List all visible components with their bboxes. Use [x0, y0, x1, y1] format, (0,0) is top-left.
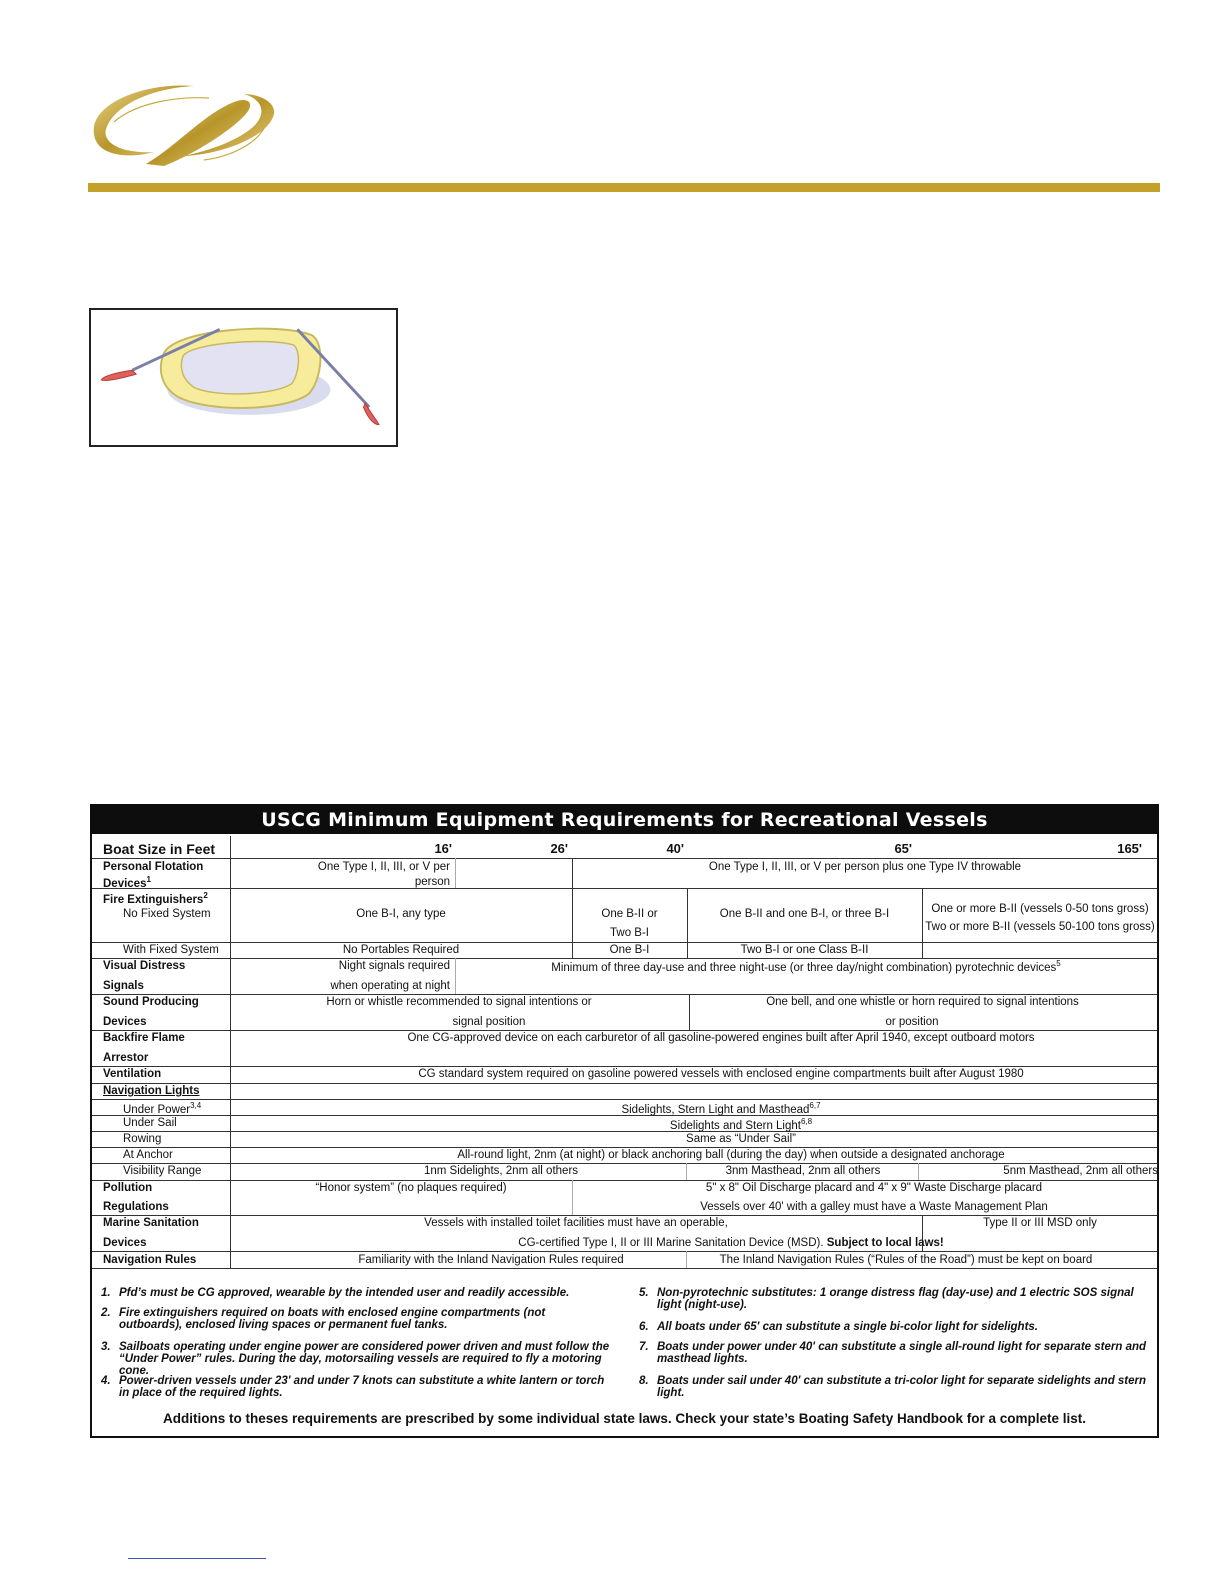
footnote-6: 6. All boats under 65' can substitute a single bi-color light for sidelights.	[639, 1321, 1039, 1333]
footnote-3: 3. Sailboats operating under engine power are considered power driven and must follow the “Under Power” rules. During the day, motorsailing vessels are required to fly a motoring cone.	[101, 1341, 610, 1377]
pfd-label: Personal Flotation	[103, 861, 204, 873]
sanitation-label: Marine Sanitation	[103, 1217, 199, 1229]
fire-nf-2a: One B-II or	[601, 908, 658, 920]
visual-label: Visual Distress	[103, 960, 186, 972]
state-law-note: Additions to theses requirements are prescribed by some individual state laws. Check your state’s Boating Safety Handbook for a complete list.	[163, 1411, 1086, 1426]
gold-divider	[88, 183, 1160, 192]
boat-size-label: Boat Size in Feet	[103, 841, 216, 857]
pollution-c2a: 5" x 8" Oil Discharge placard and 4" x 9" Waste Discharge placard	[705, 1182, 1043, 1194]
pfd-cell-1b: person	[414, 876, 450, 888]
visual-label-2: Signals	[103, 980, 144, 992]
under-sail-label: Under Sail	[123, 1117, 177, 1129]
inflatable-raft-illustration	[91, 310, 396, 445]
visibility-c1: 1nm Sidelights, 2nm all others	[423, 1165, 579, 1177]
nav-lights-label: Navigation Lights	[103, 1085, 200, 1097]
pollution-label: Pollution	[103, 1182, 153, 1194]
backfire-text: One CG-approved device on each carburetor of all gasoline-powered engines built after April 1940, except outboard motors	[407, 1032, 1035, 1044]
pollution-c1: “Honor system” (no plaques required)	[315, 1182, 507, 1194]
swoosh-logo-icon	[84, 74, 284, 174]
size-165: 165'	[1117, 841, 1142, 856]
ventilation-text: CG standard system required on gasoline powered vessels with enclosed engine compartments built after August 1980	[418, 1068, 1024, 1080]
visual-c1a: Night signals required	[338, 960, 450, 972]
ventilation-label: Ventilation	[103, 1068, 162, 1080]
pfd-cell-2: One Type I, II, III, or V per person plus one Type IV throwable	[708, 861, 1022, 873]
with-fixed-label: With Fixed System	[123, 944, 219, 956]
nav-rules-label: Navigation Rules	[103, 1254, 197, 1266]
size-65: 65'	[894, 841, 912, 856]
visibility-label: Visibility Range	[123, 1165, 202, 1177]
backfire-label: Backfire Flame	[103, 1032, 185, 1044]
fire-nf-2b: Two B-I	[610, 927, 649, 939]
visibility-c2: 3nm Masthead, 2nm all others	[725, 1165, 881, 1177]
nav-rules-c1: Familiarity with the Inland Navigation Rules required	[358, 1254, 624, 1266]
sanitation-label-2: Devices	[103, 1237, 147, 1249]
under-power-text: Sidelights, Stern Light and Masthead$^{6,7}$	[621, 1101, 821, 1116]
visual-c1b: when operating at night	[330, 980, 450, 992]
fire-wf-1: No Portables Required	[342, 944, 460, 956]
nav-rules-c2: The Inland Navigation Rules (“Rules of the Road”) must be kept on board	[719, 1254, 1093, 1266]
fire-nf-4b: Two or more B-II (vessels 50-100 tons gross)	[925, 921, 1155, 933]
sound-c1b: signal position	[452, 1016, 526, 1028]
fire-label: Fire Extinguishers$^2$	[103, 891, 208, 906]
sound-label-2: Devices	[103, 1016, 147, 1028]
sound-c2a: One bell, and one whistle or horn required to signal intentions	[766, 996, 1079, 1008]
pfd-cell-1a: One Type I, II, III, or V per	[317, 861, 450, 873]
brand-logo	[84, 74, 284, 174]
pollution-c2b: Vessels over 40' with a galley must have a Waste Management Plan	[700, 1201, 1048, 1213]
pollution-label-2: Regulations	[103, 1201, 169, 1213]
fire-nf-1: One B-I, any type	[356, 908, 446, 920]
rowing-text: Same as “Under Sail”	[686, 1133, 796, 1145]
visual-c2: Minimum of three day-use and three night-use (or three day/night combination) pyrotechnic devices$^5$	[551, 959, 1061, 974]
sanitation-c2: Type II or III MSD only	[983, 1217, 1097, 1229]
fire-wf-2: One B-I	[609, 944, 650, 956]
size-26: 26'	[550, 841, 568, 856]
under-sail-text: Sidelights and Stern Light$^{6,8}$	[669, 1117, 813, 1132]
at-anchor-label: At Anchor	[123, 1149, 173, 1161]
table-title: USCG Minimum Equipment Requirements for Recreational Vessels	[90, 804, 1159, 834]
rowing-label: Rowing	[123, 1133, 162, 1145]
fire-nf-4a: One or more B-II (vessels 0-50 tons gross)	[931, 903, 1149, 915]
footnote-8: 8. Boats under sail under 40' can substitute a tri-color light for separate sidelights and stern light.	[639, 1375, 1147, 1399]
visibility-c3: 5nm Masthead, 2nm all others	[1003, 1165, 1158, 1177]
footnote-1: 1. Pfd’s must be CG approved, wearable by the intended user and readily accessible.	[101, 1287, 570, 1299]
footnote-2: 2. Fire extinguishers required on boats with enclosed engine compartments (not outboards), enclosed living spaces or permanent fuel tanks.	[101, 1307, 546, 1331]
bottom-link-underline	[128, 1558, 266, 1559]
sound-c2b: or position	[885, 1016, 939, 1028]
size-16: 16'	[434, 841, 452, 856]
no-fixed-label: No Fixed System	[123, 908, 211, 920]
footnote-4: 4. Power-driven vessels under 23' and under 7 knots can substitute a white lantern or torch in place of the required lights.	[101, 1375, 605, 1399]
sanitation-c1b: CG-certified Type I, II or III Marine Sanitation Device (MSD). Subject to local laws!	[518, 1237, 944, 1249]
footnote-7: 7. Boats under power under 40' can substitute a single all-round light for separate stern and masthead lights.	[639, 1341, 1147, 1365]
sanitation-c1a: Vessels with installed toilet facilities must have an operable,	[424, 1217, 728, 1229]
raft-illustration-frame	[89, 308, 398, 447]
fire-nf-3: One B-II and one B-I, or three B-I	[719, 908, 890, 920]
footnote-5: 5. Non-pyrotechnic substitutes: 1 orange distress flag (day-use) and 1 electric SOS signal light (night-use).	[639, 1287, 1134, 1311]
sound-label: Sound Producing	[103, 996, 199, 1008]
sound-c1a: Horn or whistle recommended to signal intentions or	[326, 996, 592, 1008]
backfire-label-2: Arrestor	[103, 1052, 149, 1064]
at-anchor-text: All-round light, 2nm (at night) or black anchoring ball (during the day) when outside a designated anchorage	[457, 1149, 1005, 1161]
fire-wf-3: Two B-I or one Class B-II	[740, 944, 869, 956]
size-40: 40'	[666, 841, 684, 856]
under-power-label: Under Power$^{3,4}$	[123, 1101, 202, 1116]
pfd-label-2: Devices$^1$	[103, 875, 151, 890]
